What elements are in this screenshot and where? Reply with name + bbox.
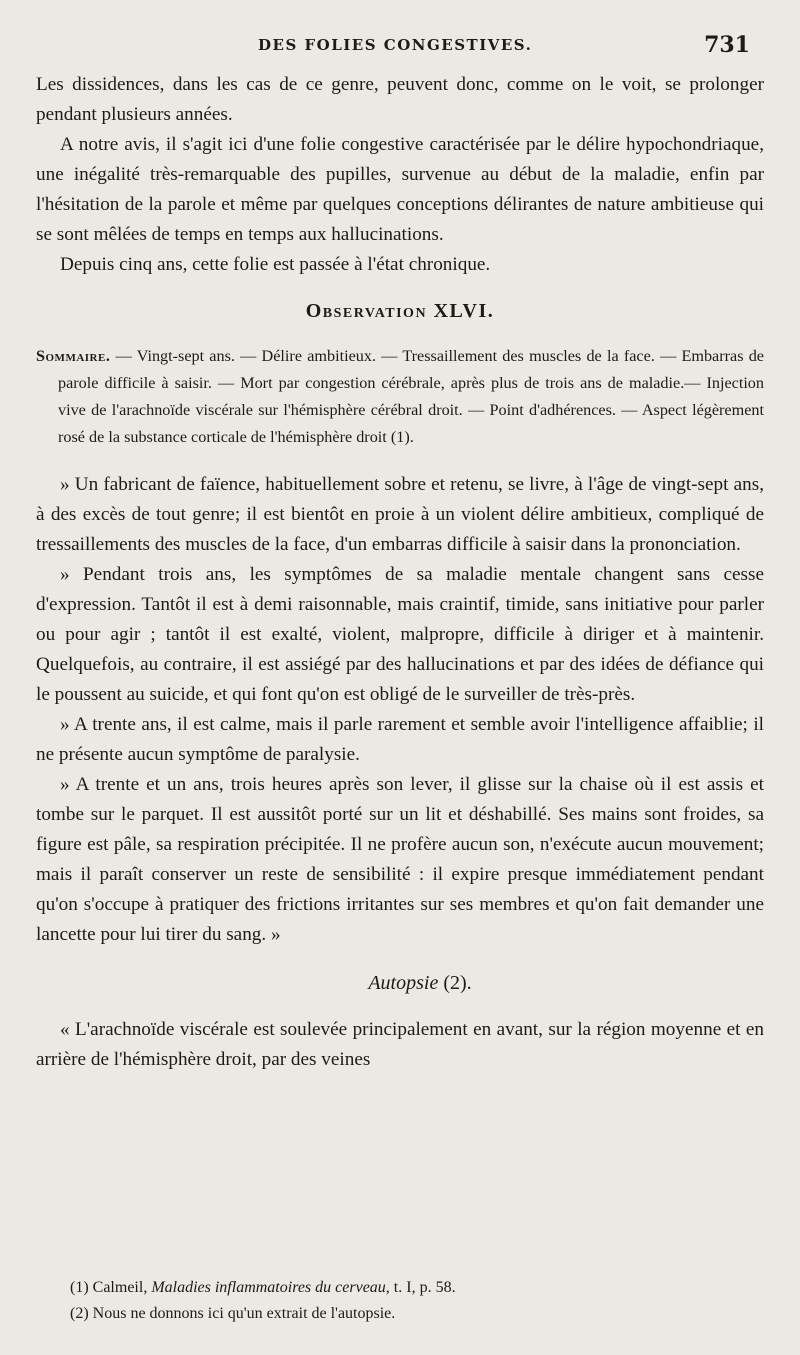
observation-summary	[36, 343, 764, 451]
narrative-paragraph: » A trente ans, il est calme, mais il parle rarement et semble avoir l'intelligence affaiblie; il ne présente aucun symptôme de paralysie.	[36, 714, 764, 765]
footnote-1-prefix: (1) Calmeil,	[70, 1279, 152, 1296]
autopsie-paragraph: « L'arachnoïde viscérale est soulevée principalement en avant, sur la région moyenne et en arrière de l'hémisphère droit, par des veines	[36, 1019, 764, 1070]
footnote-1	[70, 1275, 760, 1301]
footnote-1-suffix: , t. I, p. 58.	[385, 1279, 456, 1296]
autopsie-footnote-ref: (2).	[438, 972, 472, 994]
page-body	[36, 70, 764, 1075]
running-title: DES FOLIES CONGESTIVES.	[258, 36, 533, 54]
observation-label: Observation	[305, 300, 428, 322]
footnote-1-title: Maladies inflammatoires du cerveau	[151, 1279, 386, 1296]
narrative-paragraph: » Un fabricant de faïence, habituellement sobre et retenu, se livre, à l'âge de vingt-sept ans, à des excès de tout genre; il est bientôt en proie à un violent délire ambitieux, compliqué de tressaillements des muscles de la face, d'un embarras difficile à saisir dans la prononciation.	[36, 474, 764, 555]
summary-label: Sommaire.	[36, 347, 111, 365]
narrative-paragraph: » A trente et un ans, trois heures après son lever, il glisse sur la chaise où il est assis et tombe sur le parquet. Il est aussitôt porté sur un lit et déshabillé. Ses mains sont froides, sa figure est pâle, sa respiration précipitée. Il ne profère aucun son, n'exécute aucun mouvement; mais il paraît conserver un reste de sensibilité : il expire presque immédiatement pendant qu'on s'occupe à pratiquer des frictions irritantes sur ses membres et qu'on fait demander une lancette pour lui tirer du sang. »	[36, 774, 764, 945]
intro-paragraph-1: Les dissidences, dans les cas de ce genre, peuvent donc, comme on le voit, se prolonger pendant plusieurs années.	[36, 74, 764, 125]
intro-paragraph-3: Depuis cinq ans, cette folie est passée à l'état chronique.	[60, 254, 491, 275]
observation-narrative	[36, 470, 764, 950]
observation-number: XLVI.	[433, 300, 495, 322]
page-number: 731	[704, 32, 750, 58]
footnote-2: (2) Nous ne donnons ici qu'un extrait de l'autopsie.	[70, 1305, 396, 1322]
narrative-paragraph: » Pendant trois ans, les symptômes de sa maladie mentale changent sans cesse d'expression. Tantôt il est à demi raisonnable, mais craintif, timide, sans initiative pour parler ou pour agir ; tantôt il est exalté, violent, malpropre, difficile à diriger et à maintenir. Quelquefois, au contraire, il est assiégé par des hallucinations et par des idées de défiance qui le poussent au suicide, et qui font qu'on est obligé de le surveiller de très-près.	[36, 564, 764, 705]
observation-heading	[36, 300, 764, 323]
intro-paragraph-2: A notre avis, il s'agit ici d'une folie congestive caractérisée par le délire hypochondriaque, une inégalité très-remarquable des pupilles, survenue au début de la maladie, enfin par l'hésitation de la parole et même par quelques conceptions délirantes de nature ambitieuse qui se sont mêlées de temps en temps aux hallucinations.	[36, 134, 764, 245]
summary-text: — Vingt-sept ans. — Délire ambitieux. — Tressaillement des muscles de la face. — Embarras de parole difficile à saisir. — Mort par congestion cérébrale, après plus de trois ans de maladie.— Injection vive de l'arachnoïde viscérale sur l'hémisphère cérébral droit. — Point d'adhérences. — Aspect légèrement rosé de la substance corticale de l'hémisphère droit (1).	[58, 347, 764, 446]
page-header	[36, 34, 750, 64]
autopsie-heading	[36, 972, 764, 995]
footnotes	[70, 1275, 760, 1327]
autopsie-title: Autopsie	[368, 972, 439, 994]
